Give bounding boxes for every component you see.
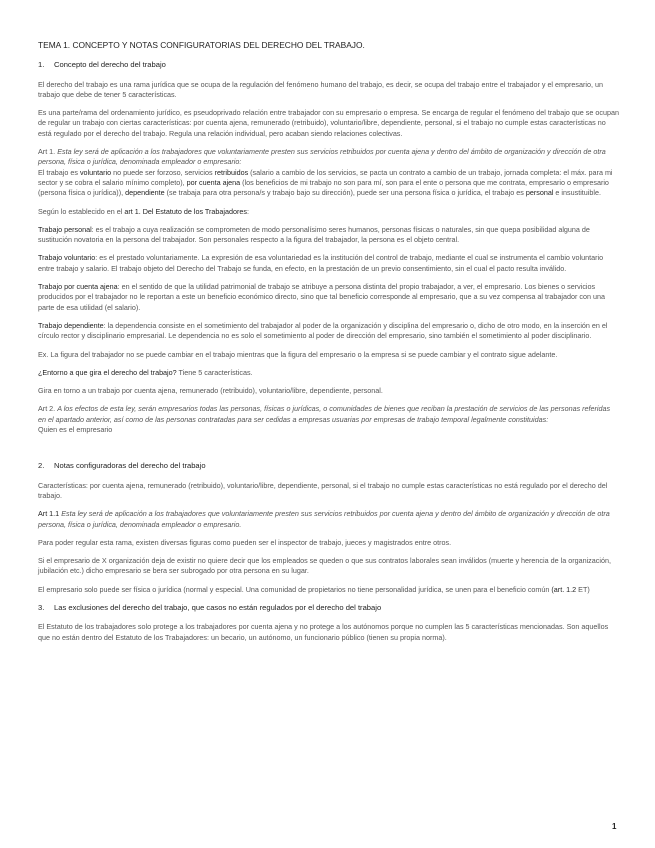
article-label: Art 1. [38,147,56,157]
bold-term: retribuidos [214,167,249,177]
question: ¿Entorno a que gira el derecho del trabajo? [38,367,177,377]
article-2-block [38,404,620,425]
definition-term: Trabajo dependiente [38,320,104,330]
section-2-heading [38,461,620,471]
document-title: TEMA 1. CONCEPTO Y NOTAS CONFIGURATORIAS DEL DERECHO DEL TRABAJO. [38,40,365,50]
bold-term: personal [525,188,554,198]
question-paragraph: ¿Entorno a que gira el derecho del trabajo? Tiene 5 características. [38,367,253,377]
definition-text: : la dependencia consiste en el sometimiento del trabajador al poder de la organización y disciplina del empresario o, dicho de otro modo, en la inserción en el círculo rector y disciplinario empresarial. Le dependencia no es solo el sometimiento al poder de dirección del empresario, sino también el sometimiento al poder disciplinario. [38,320,608,341]
section-1-number: 1. [38,60,45,70]
definition-text: : es el trabajo a cuya realización se comprometen de modo personalísimo seres humanos, personas físicas o naturales, sin que quepa posibilidad alguna de sustitución novatoria en la persona del trabajador. Son personales respecto a la figura del trabajador, la persona es el objeto central. [38,224,590,245]
section-1-title: Concepto del derecho del trabajo [54,60,166,70]
bold-term: dependiente [125,188,165,198]
paragraph: Ex. La figura del trabajador no se puede cambiar en el trabajo mientras que la figura del empresario o la empresa si se puede cambiar y el contrato sigue adelante. [38,349,558,359]
definition-text: : en el sentido de que la utilidad patrimonial de trabajo se atribuye a persona distinta del propio trabajador, a ver, el empresario. Los bienes o servicios producidos por el trabajador no le reportan a este un beneficio económico directo, sino que tal beneficio corresponde al empresario, que a su vez compensa al trabajador con una parte de esa utilidad (el salario). [38,282,605,312]
paragraph: Gira en torno a un trabajo por cuenta ajena, remunerado (retribuido), voluntario/libre, dependiente, personal. [38,386,383,396]
section-2-title: Notas configuradoras del derecho del trabajo [54,461,206,471]
paragraph: Para poder regular esta rama, existen diversas figuras como pueden ser el inspector de trabajo, jueces y magistrados entre otros. [38,537,452,547]
paragraph: El derecho del trabajo es una rama jurídica que se ocupa de la regulación del fenómeno humano del trabajo, es decir, se ocupa del trabajo entre el trabajador y el empresario, un trabajo que debe de tener 5 características. [38,79,603,99]
bold-term: voluntario [79,167,112,177]
definition-trabajo-por-cuenta-ajena [38,282,620,313]
paragraph: Según lo establecido en el art 1. Del Estatuto de los Trabajadores: [38,206,249,216]
article-1-block [38,147,620,168]
definition-trabajo-personal [38,225,620,246]
section-3-number: 3. [38,602,45,612]
bold-term: art 1. Del Estatuto de los Trabajadores [124,206,247,216]
article-1-1-block [38,509,620,530]
article-text: A los efectos de esta ley, serán empresarios todas las personas, físicas o jurídicas, o comunidades de bienes que reciban la prestación de servicios de las personas referidas en el apartado anterior, así como de las personas contratadas para ser cedidas a empresas usuarias por empresas de trabajo temporal legalmente constituidas: [38,404,611,424]
article-text: Esta ley será de aplicación a los trabajadores que voluntariamente presten sus servicios retribuidos por cuenta ajena y dentro del ámbito de organización y dirección de otra persona, física o jurídica, denominada empleador o empresario. [38,509,610,529]
section-1-heading [38,60,620,70]
definition-term: Trabajo por cuenta ajena [38,282,118,292]
document-body [38,40,620,651]
definition-term: Trabajo personal [38,224,92,234]
paragraph: El trabajo es voluntario no puede ser forzoso, servicios retribuidos (salario a cambio de los servicios, se pacta un contrato a cambio de un trabajo, jornada completa: el máx. para mi sector y se cobra el salario mínimo completo), por cuenta ajena (los beneficios de mi trabajo no son para mí, son para el ente o persona que me contrata, empresario o empresario (persona física o jurídica)), dependiente (se trabaja para otra persona/s y trabajo bajo su dirección), puede ser una persona física o jurídica, el trabajo es personal e insustituible. [38,167,613,198]
paragraph: El Estatuto de los trabajadores solo protege a los trabajadores por cuenta ajena y no protege a los autónomos porque no cumplen las 5 características mencionadas. Son aquellos que no están dentro del Estatuto de los Trabajadores: un becario, un autónomo, un funcionario público (tienen su propia norma). [38,622,609,642]
definition-term: Trabajo voluntario [38,253,96,263]
definition-trabajo-voluntario [38,253,620,274]
paragraph: Si el empresario de X organización deja de existir no quiere decir que los empleados se queden o que sus contratos laborales sean inválidos (muerte y herencia de la organización, jubilación etc.) dicho empresario se bera ser subrogado por otra persona en su lugar. [38,556,611,576]
section-3-heading [38,603,620,613]
bold-term: (art. 1.2 [551,584,577,594]
page-number: 1 [612,822,617,831]
paragraph: Características: por cuenta ajena, remunerado (retribuido), voluntario/libre, dependiente, personal, si el trabajo no cumple estas características no está regulado por el derecho del trabajo. [38,480,608,500]
paragraph: Es una parte/rama del ordenamiento jurídico, es pseudoprivado relación entre trabajador con su empresario o empresa. Se encarga de regular el fenómeno del trabajo que se ocupan de regular un trabajo con ciertas características: por cuenta ajena, remunerado (retribuido), voluntario/libre, dependiente, personal, si el trabajo no cumple estas características no está regulado por el derecho del trabajo. Regula una relación individual, pero acaban siendo relaciones colectivas. [38,108,619,138]
section-3-title: Las exclusiones del derecho del trabajo, que casos no están regulados por el derecho del trabajo [54,602,382,612]
bold-term: por cuenta ajena [186,177,241,187]
article-text: Esta ley será de aplicación a los trabajadores que voluntariamente presten sus servicios retribuidos por cuenta ajena y dentro del ámbito de organización y dirección de otra persona, física o jurídica, denominada empleador o empresario: [38,147,606,167]
article-label: Art 2. [38,404,56,414]
section-2-number: 2. [38,461,45,471]
article-label: Art 1.1 [38,509,60,519]
paragraph: Quien es el empresario [38,425,113,435]
paragraph: El empresario solo puede ser física o jurídica (normal y especial. Una comunidad de propietarios no tiene personalidad jurídica, se unen para el beneficio común (art. 1.2 ET) [38,584,590,594]
definition-trabajo-dependiente [38,321,620,342]
definition-text: : es el prestado voluntariamente. La expresión de esa voluntariedad es la institución del control de trabajo, mediante el cual se instrumenta el cambio voluntario entre trabajo y salario. El trabajo objeto del Derecho del Trabajo se funda, en efecto, en la prestación de un previo consentimiento, sin el cual el pacto resulta inválido. [38,253,604,273]
